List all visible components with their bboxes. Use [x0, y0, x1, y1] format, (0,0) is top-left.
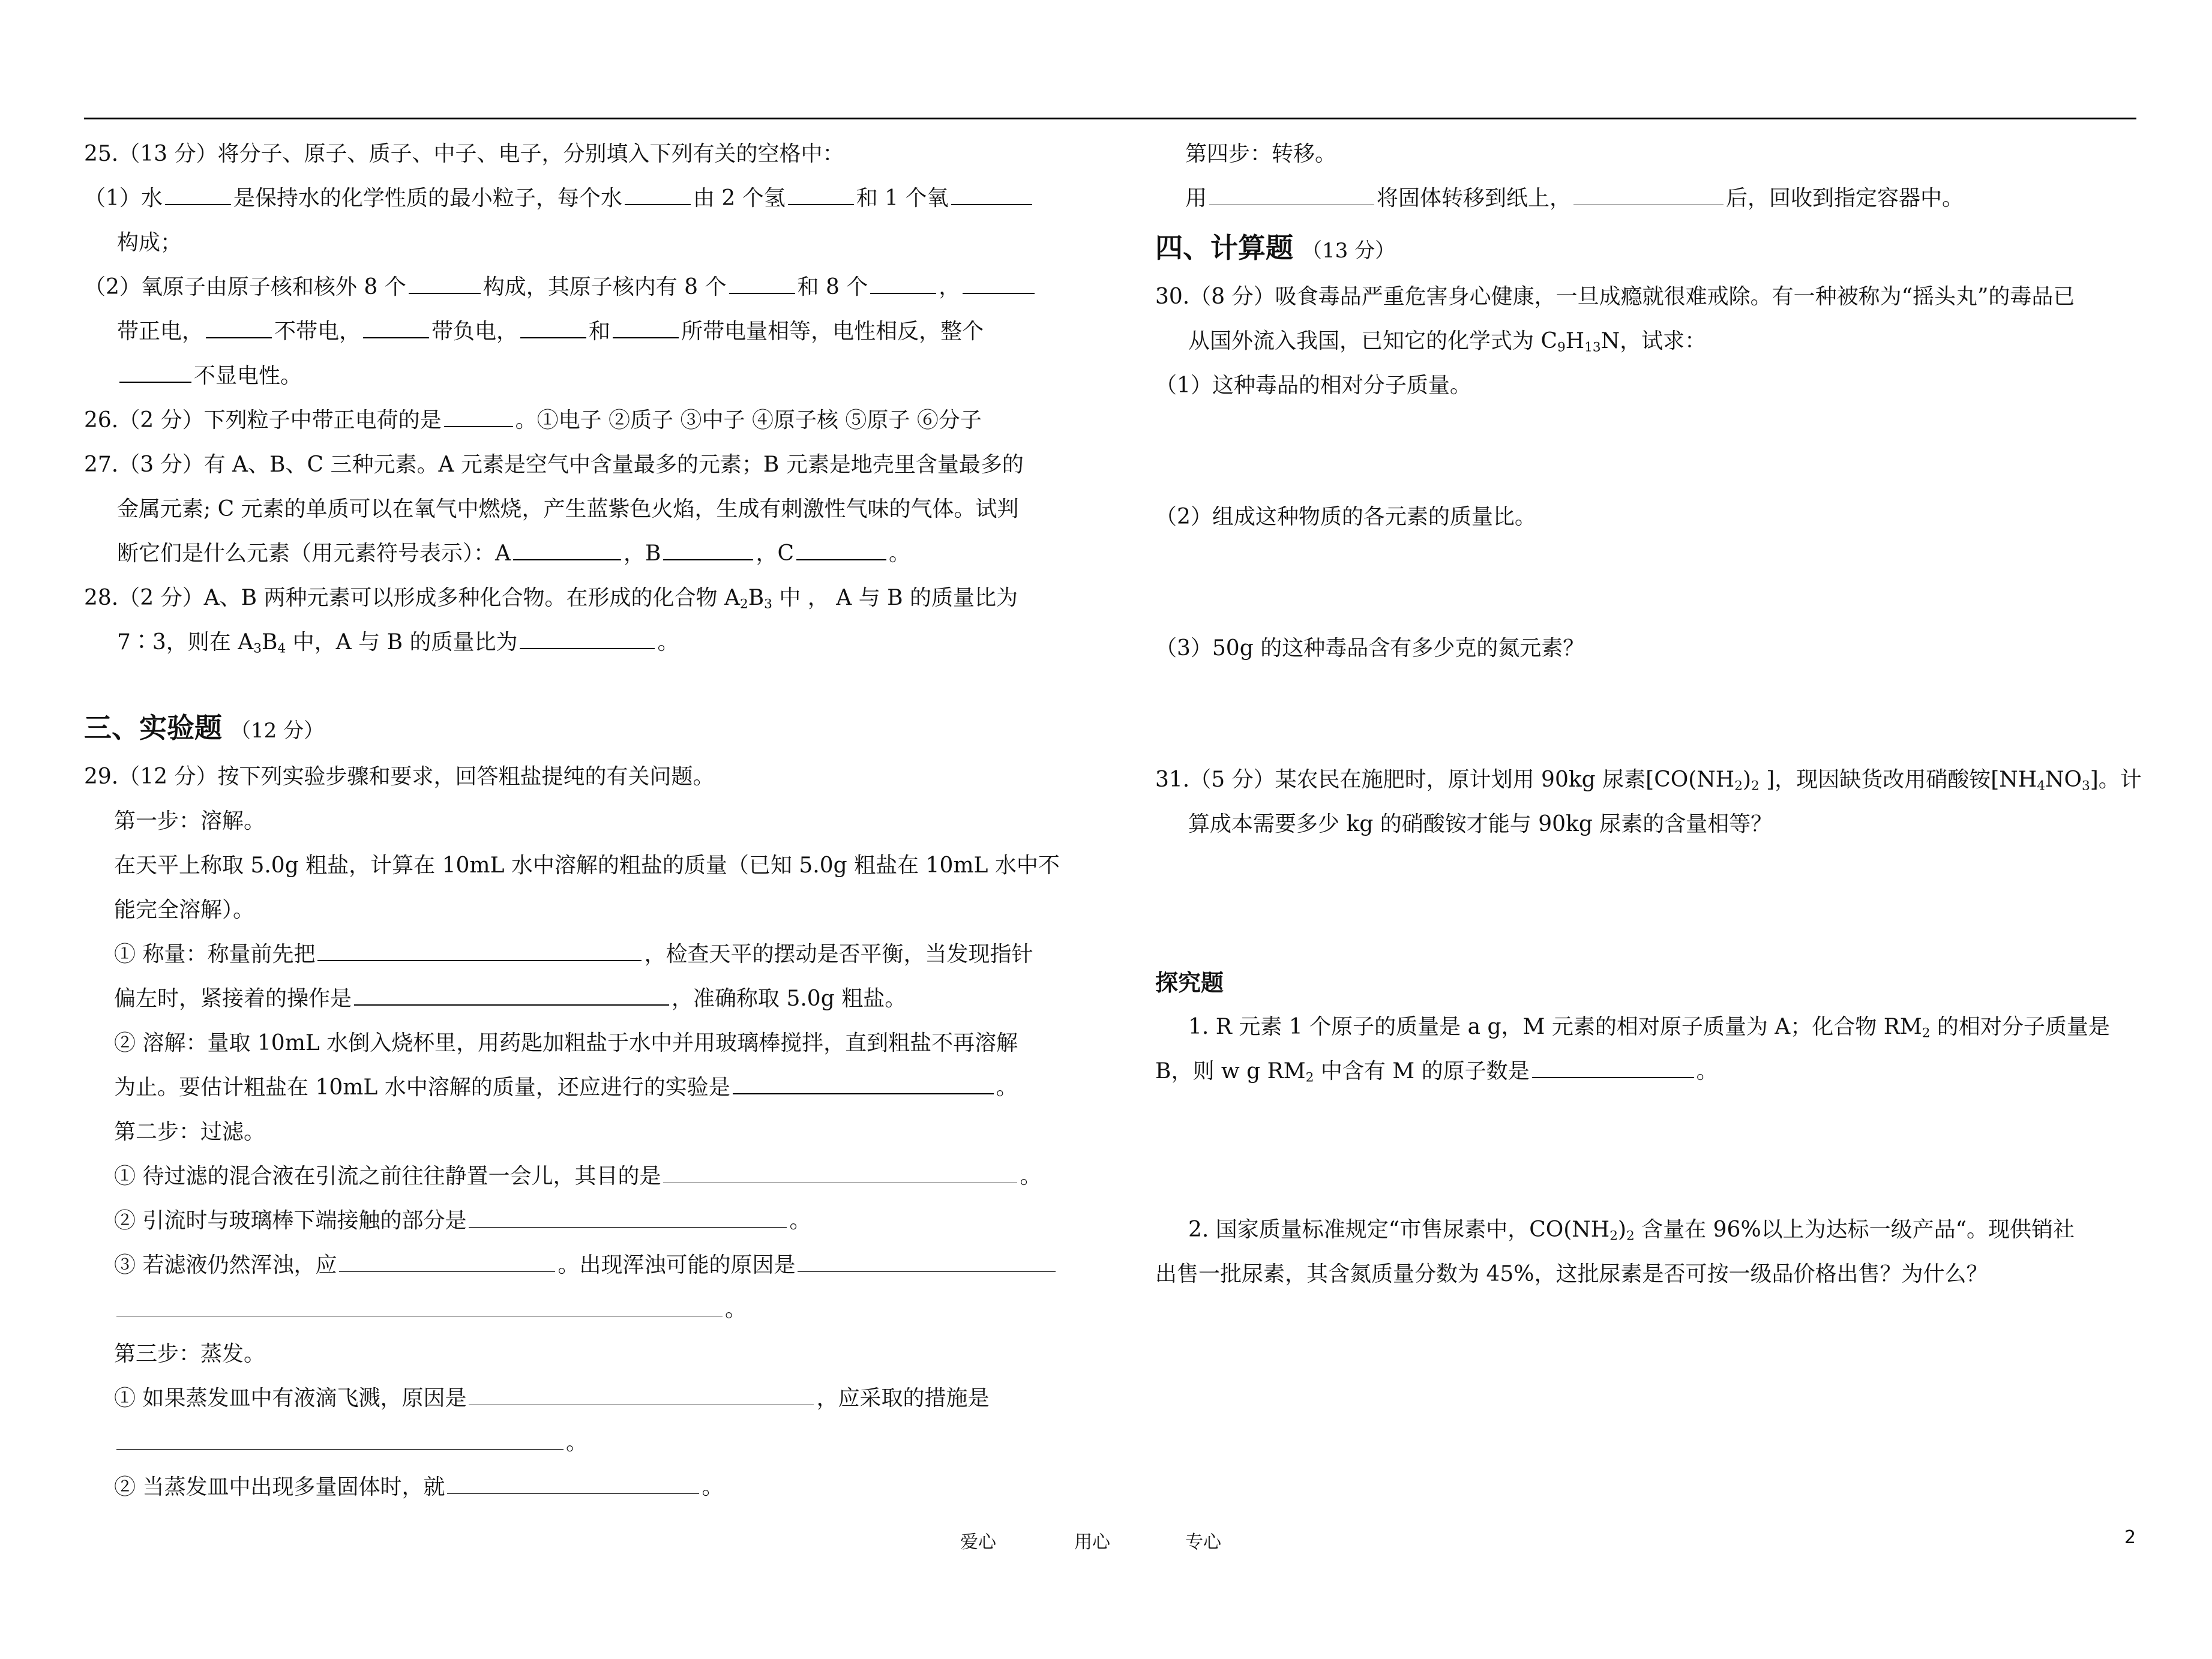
page-footer [0, 1527, 2212, 1557]
q26: 26.（2 分）下列粒子中带正电荷的是 。①电子 ②质子 ③中子 ④原子核 ⑤原子 ⑥分子 [84, 398, 1068, 443]
q29-step1-desc: 在天平上称取 5.0g 粗盐，计算在 10mL 水中溶解的粗盐的质量（已知 5.0g 粗盐在 10mL 水中不 [114, 853, 1060, 878]
q25-part2-end: 不显电性。 [84, 354, 1068, 398]
explore-heading: 探究题 [1155, 970, 1224, 996]
answer-blank[interactable] [798, 1245, 1056, 1272]
q30-line2: 从国外流入我国，已知它的化学式为 $C_9H_{13}N$，试求： [1188, 329, 1707, 355]
step4-transfer: 用 将固体转移到纸上， 后，回收到指定容器中。 [1155, 176, 2139, 221]
answer-blank[interactable] [116, 1289, 723, 1316]
step4-heading: 第四步：转移。 [1185, 142, 1337, 166]
explore-q1-line1: 1. R 元素 1 个原子的质量是 a g，M 元素的相对原子质量为 A；化合物 $RM_2$ 的相对分子质量是 [1188, 1015, 2110, 1041]
answer-blank[interactable] [116, 1423, 564, 1450]
q29-evap-1: ① 如果蒸发皿中有液滴飞溅，原因是 ，应采取的措施是 [84, 1376, 1068, 1421]
q31-line1: 31.（5 分）某农民在施肥时，原计划用 90kg 尿素[$CO(NH_2)_2$ ]，现因缺货改用硝酸铵$[NH_4NO_3]$。计 [1155, 767, 2142, 794]
q29-filter-2: ② 引流时与玻璃棒下端接触的部分是 。 [84, 1199, 1068, 1243]
answer-blank[interactable] [663, 533, 753, 560]
q29-step2: 第二步：过滤。 [114, 1120, 266, 1144]
answer-blank[interactable] [354, 978, 669, 1006]
q29-evap-1-cont: 。 [84, 1421, 1068, 1465]
q25-part2: （2）氧原子由原子核和核外 8 个 构成，其原子核内有 8 个 和 8 个 ， [84, 265, 1068, 310]
q29-evap-2: ② 当蒸发皿中出现多量固体时，就 。 [84, 1465, 1068, 1510]
q29-filter-3: ③ 若滤液仍然浑浊，应 。出现浑浊可能的原因是 [84, 1243, 1068, 1288]
q30-line1: 30.（8 分）吸食毒品严重危害身心健康，一旦成瘾就很难戒除。有一种被称为“摇头丸”的毒品已 [1155, 284, 2075, 309]
answer-blank[interactable] [520, 311, 586, 338]
answer-blank[interactable] [206, 311, 272, 338]
answer-blank[interactable] [447, 1467, 699, 1494]
answer-blank[interactable] [444, 400, 513, 427]
answer-blank[interactable] [788, 178, 854, 205]
explore-q2-line2: 出售一批尿素，其含氮质量分数为 45%，这批尿素是否可按一级品价格出售？为什么？ [1155, 1262, 1988, 1286]
right-column [1155, 132, 2142, 1297]
explore-q1-line2: B，则 w g $RM_2$ 中含有 M 的原子数是 。 [1155, 1049, 2139, 1094]
q25-title: 25.（13 分）将分子、原子、质子、中子、电子，分别填入下列有关的空格中： [84, 142, 844, 166]
q30-part1: （1）这种毒品的相对分子质量。 [1155, 373, 1471, 398]
q27-line2: 金属元素; C 元素的单质可以在氧气中燃烧，产生蓝紫色火焰，生成有刺激性气味的气体。试判 [117, 497, 1019, 521]
answer-blank[interactable] [363, 311, 429, 338]
footer-word: 专心 [1185, 1532, 1221, 1553]
q29-title: 29.（12 分）按下列实验步骤和要求，回答粗盐提纯的有关问题。 [84, 764, 715, 789]
q25-part2-cont: 带正电， 不带电， 带负电， 和 所带电量相等，电性相反，整个 [84, 310, 1068, 354]
answer-blank[interactable] [165, 178, 231, 205]
left-column [84, 132, 1068, 1510]
answer-blank[interactable] [339, 1245, 555, 1272]
explore-q2-line1: 2. 国家质量标准规定“市售尿素中，$CO(NH_2)_2$ 含量在 96%以上为达标一级产品“。现供销社 [1188, 1217, 2075, 1244]
answer-blank[interactable] [1209, 178, 1374, 205]
answer-blank[interactable] [317, 934, 642, 961]
q29-filter-3-cont: 。 [84, 1288, 1068, 1332]
answer-blank[interactable] [1532, 1051, 1694, 1078]
q27-line1: 27.（3 分）有 A、B、C 三种元素。A 元素是空气中含量最多的元素；B 元素是地壳里含量最多的 [84, 452, 1024, 477]
q28-line2: 7∶3，则在 $A_3B_4$ 中，A 与 B 的质量比为 。 [84, 620, 1068, 665]
q29-filter-1: ① 待过滤的混合液在引流之前往往静置一会儿，其目的是 。 [84, 1154, 1068, 1199]
answer-blank[interactable] [1573, 178, 1724, 205]
q29-step3: 第三步：蒸发。 [114, 1342, 266, 1366]
answer-blank[interactable] [520, 622, 655, 649]
section-4-heading: 四、计算题 （13 分） [1155, 232, 1396, 264]
footer-word: 用心 [1074, 1532, 1110, 1553]
footer-word: 爱心 [960, 1532, 996, 1553]
q27-line3: 断它们是什么元素（用元素符号表示）：A ，B ，C 。 [84, 532, 1068, 576]
q30-part3: （3）50g 的这种毒品含有多少克的氮元素？ [1155, 636, 1585, 661]
answer-blank[interactable] [513, 533, 621, 560]
answer-blank[interactable] [963, 266, 1035, 294]
q31-line2: 算成本需要多少 kg 的硝酸铵才能与 90kg 尿素的含量相等？ [1188, 812, 1773, 836]
answer-blank[interactable] [733, 1067, 994, 1094]
section-3-heading: 三、实验题 （12 分） [84, 712, 325, 744]
q29-weigh: ① 称量：称量前先把 ，检查天平的摆动是否平衡，当发现指针 [84, 932, 1068, 977]
answer-blank[interactable] [469, 1378, 814, 1405]
answer-blank[interactable] [870, 266, 936, 294]
q30-part2: （2）组成这种物质的各元素的质量比。 [1155, 505, 1536, 529]
answer-blank[interactable] [625, 178, 691, 205]
top-rule [84, 118, 2136, 119]
answer-blank[interactable] [796, 533, 886, 560]
answer-blank[interactable] [613, 311, 679, 338]
q28-line1: 28.（2 分）A、B 两种元素可以形成多种化合物。在形成的化合物 $A_2B_3$ 中 ， A 与 B 的质量比为 [84, 586, 1018, 612]
q29-step1: 第一步：溶解。 [114, 809, 266, 833]
q25-part1-cont: 构成； [117, 230, 182, 255]
answer-blank[interactable] [729, 266, 795, 294]
answer-blank[interactable] [663, 1156, 1017, 1183]
q29-dissolve: ② 溶解：量取 10mL 水倒入烧杯里，用药匙加粗盐于水中并用玻璃棒搅拌，直到粗盐不再溶解 [114, 1031, 1018, 1055]
q25-part1: （1）水 是保持水的化学性质的最小粒子，每个水 由 2 个氢 和 1 个氧 [84, 176, 1068, 221]
answer-blank[interactable] [469, 1201, 787, 1228]
q29-weigh-cont: 偏左时，紧接着的操作是 ，准确称取 5.0g 粗盐。 [84, 977, 1068, 1021]
answer-blank[interactable] [951, 178, 1032, 205]
answer-blank[interactable] [409, 266, 481, 294]
q29-dissolve-cont: 为止。要估计粗盐在 10mL 水中溶解的质量，还应进行的实验是 。 [84, 1066, 1068, 1110]
q29-step1-desc-cont: 能完全溶解）。 [114, 898, 255, 922]
answer-blank[interactable] [119, 355, 191, 383]
page-number: 2 [2124, 1527, 2136, 1548]
